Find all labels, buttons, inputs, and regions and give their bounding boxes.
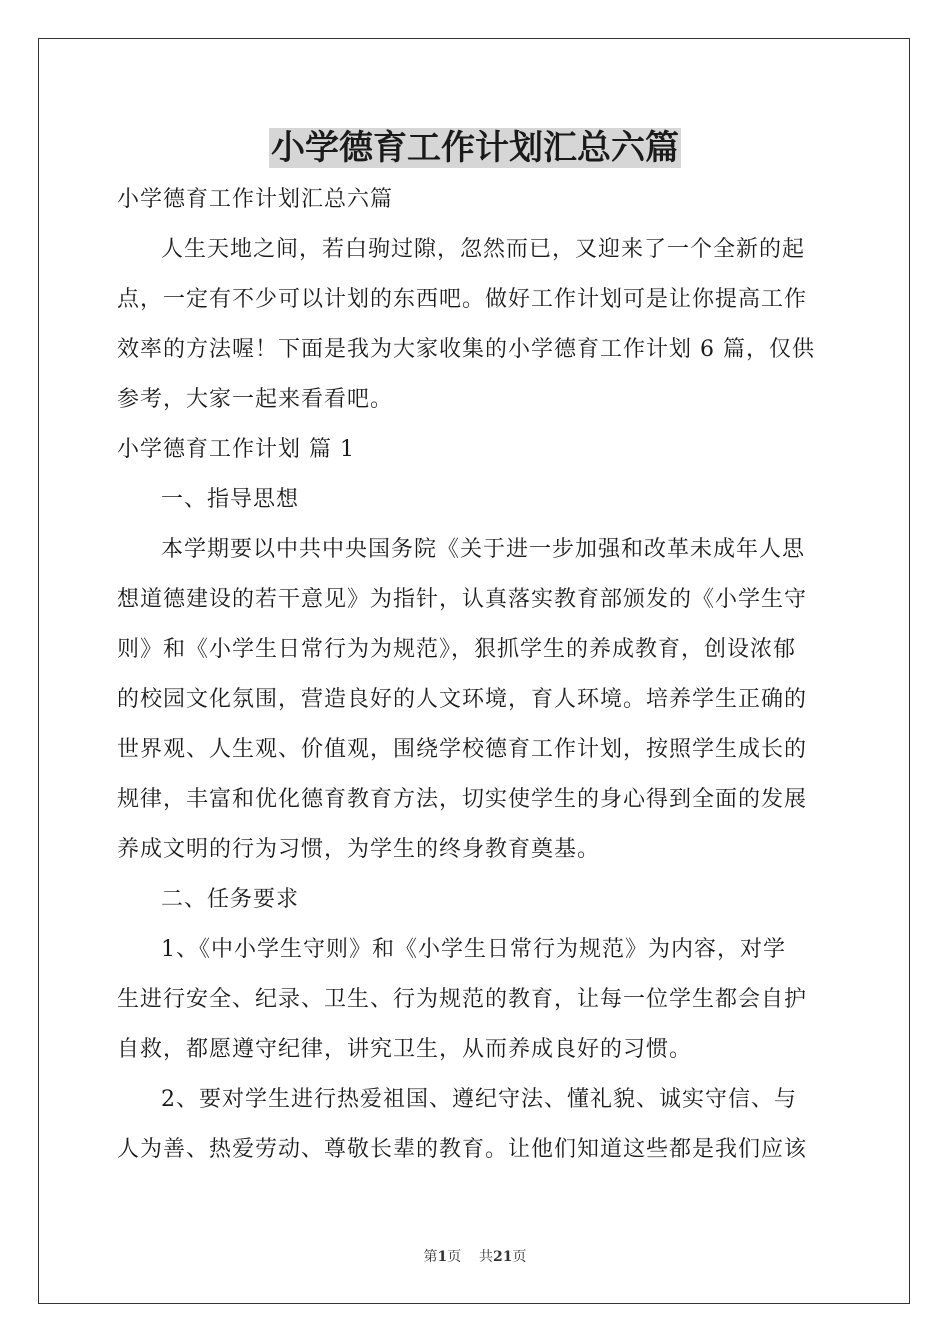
item-two-line-2: 人为善、热爱劳动、尊敬长辈的教育。让他们知道这些都是我们应该 — [117, 1137, 808, 1162]
section-heading: 小学德育工作计划 篇 1 — [117, 437, 355, 462]
item-one-line-2: 生进行安全、纪录、卫生、行为规范的教育，让每一位学生都会自护 — [117, 987, 808, 1012]
item-two-line-1: 2、要对学生进行热爱祖国、遵纪守法、懂礼貌、诚实守信、与 — [161, 1087, 797, 1112]
page-footer — [0, 1246, 950, 1266]
part-one-heading: 一、指导思想 — [161, 487, 300, 512]
part-one-line-3: 则》和《小学生日常行为为规范》，狠抓学生的养成教育，创设浓郁 — [117, 637, 797, 662]
part-one-line-1: 本学期要以中共中央国务院《关于进一步加强和改革未成年人思 — [161, 537, 806, 562]
intro-line-4: 参考，大家一起来看看吧。 — [117, 387, 394, 412]
part-one-line-4: 的校园文化氛围，营造良好的人文环境，育人环境。培养学生正确的 — [117, 687, 808, 712]
document-title-text: 小学德育工作计划汇总六篇 — [271, 128, 679, 168]
page-number: 1 — [437, 1249, 448, 1265]
part-one-line-2: 想道德建设的若干意见》为指针，认真落实教育部颁发的《小学生守 — [117, 587, 808, 612]
document-title — [0, 122, 950, 174]
document-body — [117, 175, 833, 1175]
subtitle-line: 小学德育工作计划汇总六篇 — [117, 187, 394, 212]
item-one-line-3: 自救，都愿遵守纪律，讲究卫生，从而养成良好的习惯。 — [117, 1037, 693, 1062]
total-suffix: 页 — [512, 1249, 527, 1265]
page-prefix: 第 — [423, 1249, 438, 1265]
part-one-line-7: 养成文明的行为习惯，为学生的终身教育奠基。 — [117, 837, 601, 862]
part-one-line-6: 规律，丰富和优化德育教育方法，切实使学生的身心得到全面的发展 — [117, 787, 808, 812]
total-prefix: 共 — [479, 1249, 494, 1265]
intro-line-3: 效率的方法喔！下面是我为大家收集的小学德育工作计划 6 篇，仅供 — [117, 337, 815, 362]
page-suffix: 页 — [447, 1249, 462, 1265]
intro-line-1: 人生天地之间，若白驹过隙，忽然而已，又迎来了一个全新的起 — [161, 237, 806, 262]
part-one-line-5: 世界观、人生观、价值观，围绕学校德育工作计划，按照学生成长的 — [117, 737, 808, 762]
part-two-heading: 二、任务要求 — [161, 887, 300, 912]
item-one-line-1: 1、《中小学生守则》和《小学生日常行为规范》为内容，对学 — [161, 937, 786, 962]
total-pages: 21 — [493, 1249, 513, 1265]
intro-line-2: 点，一定有不少可以计划的东西吧。做好工作计划可是让你提高工作 — [117, 287, 808, 312]
